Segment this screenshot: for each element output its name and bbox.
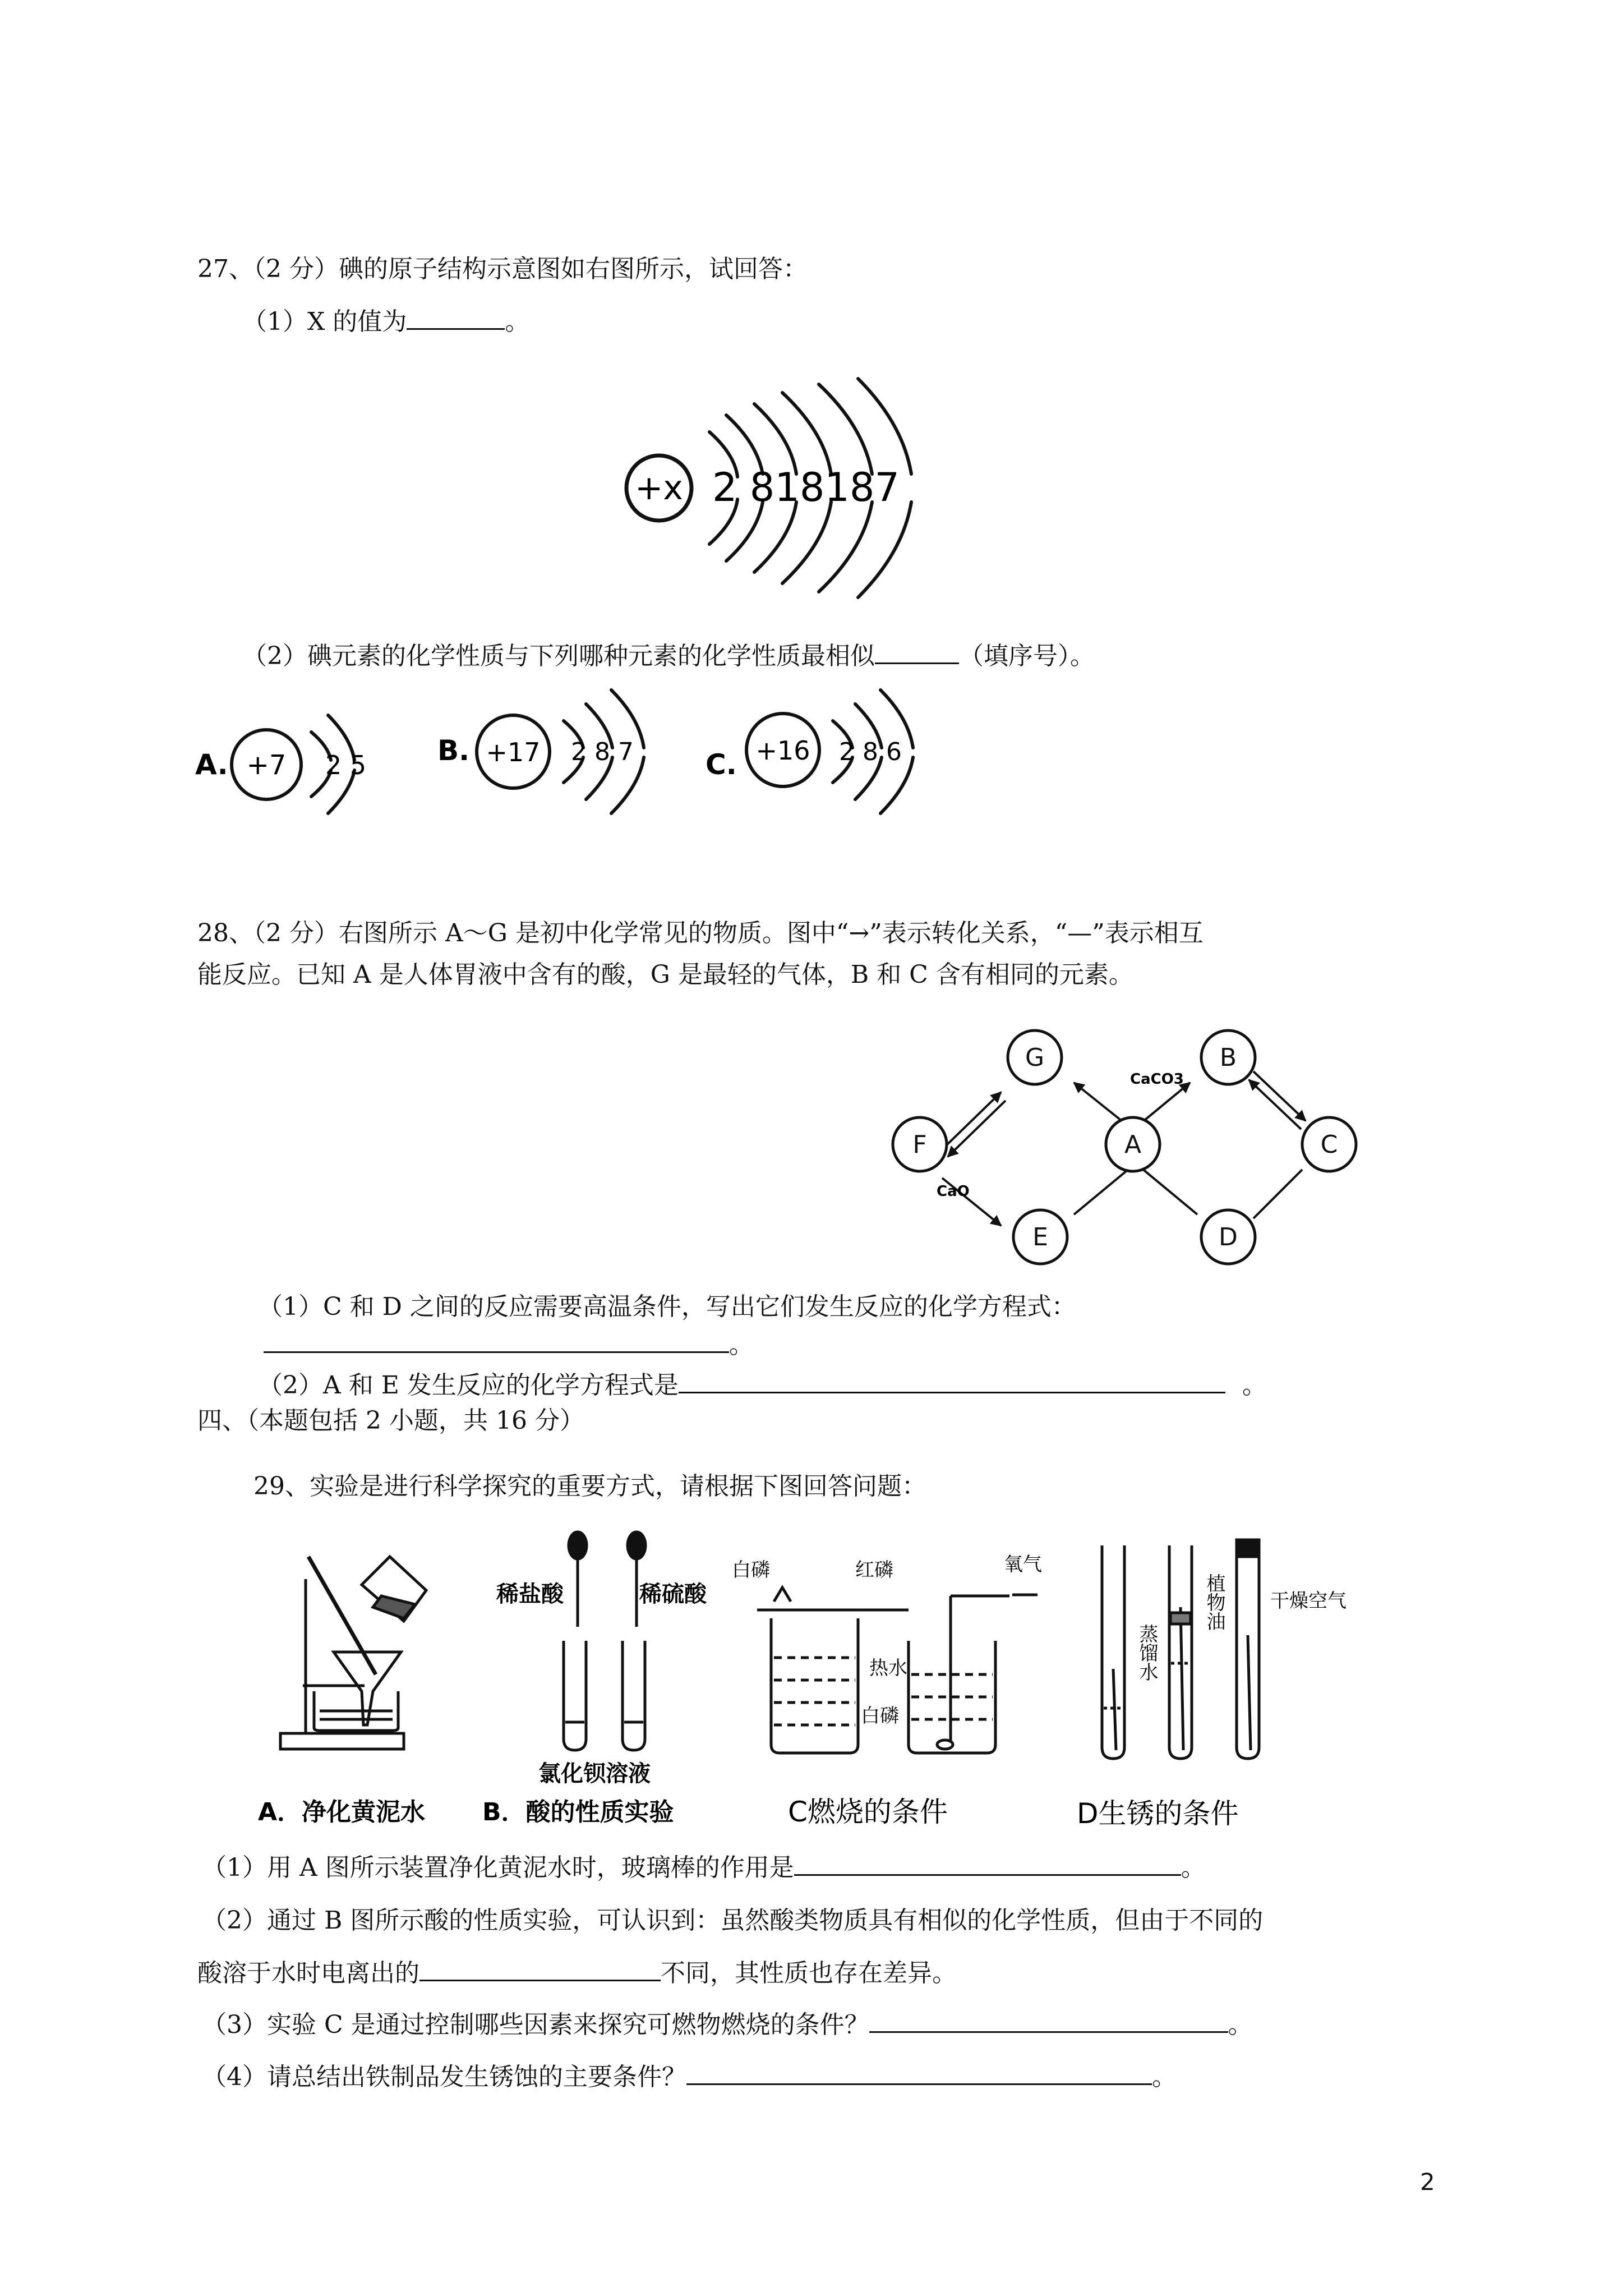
iodine-nucleus-charge: +x <box>635 468 683 508</box>
q28-part1-answer-blank[interactable] <box>264 1351 729 1353</box>
node-b: B <box>1219 1043 1237 1072</box>
q29-part4-text: （4）请总结出铁制品发生锈蚀的主要条件？ <box>202 2063 686 2091</box>
q27-part2-text: （2）碘元素的化学性质与下列哪种元素的化学性质最相似 <box>242 642 875 670</box>
q29-part3-text: （3）实验 C 是通过控制哪些因素来探究可燃物燃烧的条件？ <box>202 2010 869 2039</box>
node-d: D <box>1219 1223 1238 1251</box>
apparatus-a-filtration <box>280 1557 426 1749</box>
q29-header: 29、实验是进行科学探究的重要方式，请根据下图回答问题： <box>253 1472 926 1501</box>
option-b-label: B. <box>437 734 470 767</box>
q29-part4 <box>202 2062 1177 2093</box>
q29-part2b <box>197 1958 957 1989</box>
edge-label-cao: CaO <box>937 1183 970 1200</box>
label-bacl2: 氯化钡溶液 <box>538 1761 651 1787</box>
q29-part1-end: 。 <box>1181 1853 1206 1882</box>
node-a: A <box>1124 1130 1142 1159</box>
q29-part2a: （2）通过 B 图所示酸的性质实验，可认识到：虽然酸类物质具有相似的化学性质，但由于不同的 <box>202 1906 1264 1935</box>
q29-part4-answer-blank[interactable] <box>686 2083 1152 2085</box>
q27-part2-end: （填序号）。 <box>959 642 1095 670</box>
node-f: F <box>912 1130 927 1159</box>
edge-label-caco3: CaCO3 <box>1130 1071 1184 1088</box>
q27-options-diagram <box>191 682 931 844</box>
section-4-heading: 四、（本题包括 2 小题，共 16 分） <box>197 1406 584 1435</box>
q27-header: 27、（2 分）碘的原子结构示意图如右图所示，试回答： <box>197 255 808 283</box>
q29-part2b-text: 酸溶于水时电离出的 <box>197 1959 419 1987</box>
node-g: G <box>1025 1043 1045 1072</box>
apparatus-b-acids <box>564 1532 645 1750</box>
q29-experiment-figure <box>236 1523 1347 1837</box>
node-e: E <box>1032 1223 1048 1251</box>
q28-part1-end: 。 <box>729 1331 754 1359</box>
label-oxygen: 氧气 <box>1004 1553 1042 1576</box>
q28-line1: 28、（2 分）右图所示 A～G 是初中化学常见的物质。图中“→”表示转化关系，“—”表示相互 <box>197 919 1204 947</box>
option-a-nucleus: +7 <box>246 749 287 781</box>
option-a-label: A. <box>195 748 228 781</box>
label-white-p-top: 白磷 <box>732 1559 770 1581</box>
q28-part1: （1）C 和 D 之间的反应需要高温条件，写出它们发生反应的化学方程式： <box>258 1292 1076 1321</box>
option-c-nucleus: +16 <box>755 735 810 766</box>
caption-a: A．净化黄泥水 <box>258 1798 426 1826</box>
q29-part1-answer-blank[interactable] <box>794 1874 1181 1876</box>
q29-part4-end: 。 <box>1152 2063 1177 2091</box>
option-a-shells: 2 5 <box>325 750 367 780</box>
label-dry-air: 干燥空气 <box>1270 1590 1347 1612</box>
q27-part1-end: 。 <box>505 307 530 336</box>
q29-part3-end: 。 <box>1228 2010 1253 2039</box>
q28-relation-diagram <box>892 1015 1363 1262</box>
q27-part2-answer-blank[interactable] <box>875 662 959 664</box>
option-c-label: C. <box>706 748 737 781</box>
node-c: C <box>1320 1130 1338 1159</box>
q29-part1-text: （1）用 A 图所示装置净化黄泥水时，玻璃棒的作用是 <box>202 1853 794 1882</box>
q28-part2 <box>258 1370 1267 1401</box>
q29-part1 <box>202 1852 1206 1884</box>
label-white-p-bottom: 白磷 <box>861 1705 899 1727</box>
q27-part1-text: （1）X 的值为 <box>242 307 407 336</box>
option-b-shells: 2 8 7 <box>571 738 634 766</box>
option-b-nucleus: +17 <box>486 737 541 767</box>
q27-part1 <box>242 306 529 338</box>
option-c-shells: 2 8 6 <box>839 738 902 766</box>
label-h2so4: 稀硫酸 <box>639 1581 707 1607</box>
label-hcl: 稀盐酸 <box>496 1581 564 1607</box>
caption-b: B．酸的性质实验 <box>482 1798 674 1826</box>
iodine-atom-diagram <box>617 370 931 606</box>
q28-part2-end: 。 <box>1242 1371 1267 1400</box>
caption-c: C燃烧的条件 <box>788 1796 948 1828</box>
q28-part2-answer-blank[interactable] <box>679 1392 1225 1393</box>
page-number: 2 <box>1420 2168 1435 2196</box>
label-hot-water: 热水 <box>869 1657 907 1680</box>
label-vegetable-oil: 植物油 <box>1203 1573 1225 1631</box>
iodine-shell-electrons: 2 818187 <box>712 464 900 510</box>
caption-d: D生锈的条件 <box>1077 1797 1239 1830</box>
q28-part1-answer-line <box>264 1329 754 1361</box>
q27-part2 <box>242 641 1095 672</box>
label-distilled-water: 蒸馏水 <box>1136 1624 1158 1681</box>
apparatus-d-rusting <box>1102 1540 1259 1759</box>
label-red-p: 红磷 <box>855 1559 893 1581</box>
q29-part3-answer-blank[interactable] <box>869 2031 1228 2033</box>
q27-part1-answer-blank[interactable] <box>407 328 505 330</box>
q29-part2-answer-blank[interactable] <box>419 1980 661 1981</box>
q29-part2b-end: 不同，其性质也存在差异。 <box>661 1959 957 1987</box>
q28-line2: 能反应。已知 A 是人体胃液中含有的酸，G 是最轻的气体，B 和 C 含有相同的元素。 <box>197 960 1133 989</box>
q28-part2-text: （2）A 和 E 发生反应的化学方程式是 <box>258 1371 679 1400</box>
q29-part3 <box>202 2009 1253 2041</box>
